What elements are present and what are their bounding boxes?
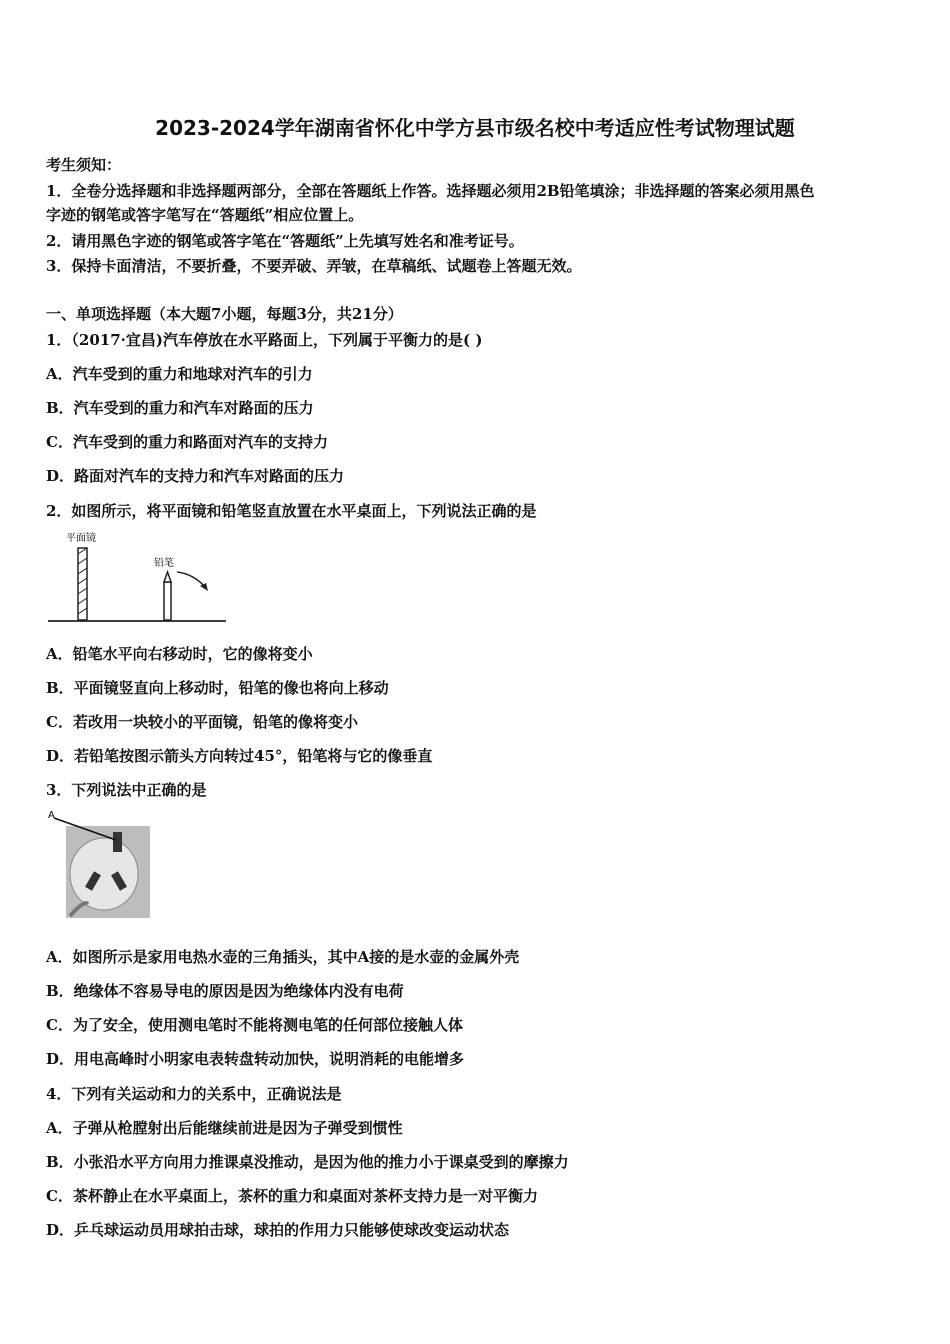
three-pin-plug-figure (44, 804, 156, 924)
pencil-label: 铅笔 (154, 558, 174, 569)
notice-item-2: 2．请用黑色字迹的钢笔或答字笔在“答题纸”上先填写姓名和准考证号。 (46, 232, 524, 250)
option-c: C．茶杯静止在水平桌面上，茶杯的重力和桌面对茶杯支持力是一对平衡力 (46, 1187, 538, 1205)
notice-heading: 考生须知： (46, 156, 122, 174)
page-title: 2023-2024学年湖南省怀化中学方县市级名校中考适应性考试物理试题 (155, 116, 795, 140)
option-c: C．为了安全，使用测电笔时不能将测电笔的任何部位接触人体 (46, 1016, 463, 1034)
option-d: D．若铅笔按图示箭头方向转过45°，铅笔将与它的像垂直 (46, 747, 433, 765)
notice-item-1: 1．全卷分选择题和非选择题两部分，全部在答题纸上作答。选择题必须用2B铅笔填涂；非选择题的答案必须用黑色 (46, 182, 815, 200)
mirror-pencil-figure (44, 528, 234, 628)
option-a: A．子弹从枪膛射出后能继续前进是因为子弹受到惯性 (46, 1119, 403, 1137)
pencil-shape (164, 582, 171, 620)
option-b: B．小张沿水平方向用力推课桌没推动，是因为他的推力小于课桌受到的摩擦力 (46, 1153, 569, 1171)
option-d: D．用电高峰时小明家电表转盘转动加快，说明消耗的电能增多 (46, 1050, 465, 1068)
notice-item-1-cont: 字迹的钢笔或答字笔写在“答题纸”相应位置上。 (46, 206, 364, 224)
question-stem: 4．下列有关运动和力的关系中，正确说法是 (46, 1085, 342, 1103)
option-b: B．汽车受到的重力和汽车对路面的压力 (46, 399, 314, 417)
question-stem: 2．如图所示，将平面镜和铅笔竖直放置在水平桌面上，下列说法正确的是 (46, 502, 537, 520)
option-b: B．绝缘体不容易导电的原因是因为绝缘体内没有电荷 (46, 982, 404, 1000)
option-a: A．如图所示是家用电热水壶的三角插头，其中A接的是水壶的金属外壳 (46, 948, 520, 966)
option-c: C．汽车受到的重力和路面对汽车的支持力 (46, 433, 328, 451)
question-stem: 1．（2017·宜昌)汽车停放在水平路面上，下列属于平衡力的是( ) (46, 331, 483, 349)
option-d: D．乒乓球运动员用球拍击球，球拍的作用力只能够使球改变运动状态 (46, 1221, 510, 1239)
notice-item-3: 3．保持卡面清洁，不要折叠，不要弄破、弄皱，在草稿纸、试题卷上答题无效。 (46, 257, 582, 275)
pencil-tip (164, 572, 171, 582)
option-a: A．铅笔水平向右移动时，它的像将变小 (46, 645, 313, 663)
question-stem: 3．下列说法中正确的是 (46, 781, 207, 799)
section-heading: 一、单项选择题（本大题7小题，每题3分，共21分） (46, 305, 403, 323)
pin-label: A (48, 810, 55, 821)
option-c: C．若改用一块较小的平面镜，铅笔的像将变小 (46, 713, 358, 731)
option-a: A．汽车受到的重力和地球对汽车的引力 (46, 365, 313, 383)
plug-body (70, 838, 138, 910)
mirror-label: 平面镜 (66, 533, 96, 544)
arrow-head-icon (200, 583, 208, 591)
pin-top-icon (113, 832, 122, 852)
option-d: D．路面对汽车的支持力和汽车对路面的压力 (46, 467, 345, 485)
option-b: B．平面镜竖直向上移动时，铅笔的像也将向上移动 (46, 679, 389, 697)
